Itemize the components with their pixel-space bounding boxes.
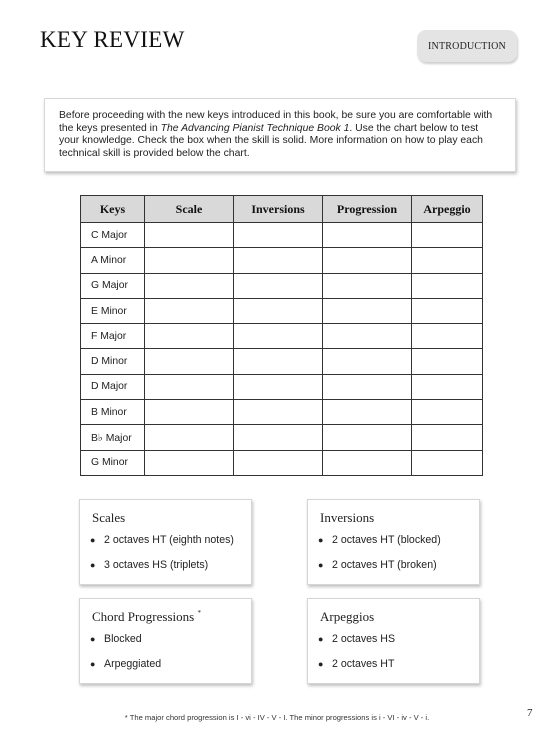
list-item-label: 3 octaves HS (triplets)	[104, 559, 209, 571]
scales-title: Scales	[92, 510, 126, 525]
progressions-title-heading	[92, 609, 201, 625]
bullet-icon: ●	[90, 535, 96, 545]
list-item-label: 2 octaves HT (eighth notes)	[104, 534, 234, 546]
scale-checkbox[interactable]	[145, 425, 234, 450]
arpeggio-checkbox[interactable]	[412, 425, 483, 450]
table-row	[81, 400, 483, 425]
list-item	[318, 559, 441, 584]
list-item-label: 2 octaves HT	[332, 658, 395, 670]
inversions-checkbox[interactable]	[234, 349, 323, 374]
intro-box	[44, 98, 516, 172]
scales-list	[90, 534, 234, 584]
arpeggio-checkbox[interactable]	[412, 248, 483, 273]
scale-checkbox[interactable]	[145, 349, 234, 374]
table-row	[81, 248, 483, 273]
arpeggios-title: Arpeggios	[320, 609, 375, 624]
intro-text-before: Before proceeding with the new keys introduced in this book, be sure you are comfortable with the keys presented in	[59, 110, 493, 134]
table-row	[81, 374, 483, 399]
key-name: G Major	[81, 273, 145, 298]
bullet-icon: ●	[90, 659, 96, 669]
key-name: D Minor	[81, 349, 145, 374]
inversions-checkbox[interactable]	[234, 223, 323, 248]
table-row	[81, 425, 483, 450]
key-name: B♭ Major	[81, 425, 145, 450]
inversions-checkbox[interactable]	[234, 248, 323, 273]
progressions-title: Chord Progressions	[92, 609, 195, 624]
section-tag: INTRODUCTION	[417, 30, 517, 62]
progressions-box	[79, 598, 252, 684]
progression-checkbox[interactable]	[323, 450, 412, 475]
table-header-row	[81, 196, 483, 223]
scale-checkbox[interactable]	[145, 400, 234, 425]
inversions-checkbox[interactable]	[234, 374, 323, 399]
progressions-list	[90, 633, 161, 683]
key-name: B Minor	[81, 400, 145, 425]
intro-book-title: The Advancing Pianist Technique Book 1	[160, 122, 350, 134]
bullet-icon: ●	[318, 560, 324, 570]
arpeggio-checkbox[interactable]	[412, 298, 483, 323]
progression-checkbox[interactable]	[323, 248, 412, 273]
list-item-label: Blocked	[104, 633, 142, 645]
progression-checkbox[interactable]	[323, 374, 412, 399]
header-inversions: Inversions	[234, 196, 323, 223]
list-item	[318, 658, 395, 683]
list-item-label: 2 octaves HT (broken)	[332, 559, 437, 571]
progression-checkbox[interactable]	[323, 349, 412, 374]
key-name: D Major	[81, 374, 145, 399]
list-item	[318, 633, 395, 658]
table-row	[81, 223, 483, 248]
intro-text-after: . Use the chart below to test your knowledge. Check the box when the skill is solid. More information on how to play each technical skill is provided below the chart.	[59, 122, 483, 159]
inversions-checkbox[interactable]	[234, 298, 323, 323]
key-name: A Minor	[81, 248, 145, 273]
list-item-label: Arpeggiated	[104, 658, 162, 670]
key-name: G Minor	[81, 450, 145, 475]
scale-checkbox[interactable]	[145, 223, 234, 248]
progression-checkbox[interactable]	[323, 223, 412, 248]
progression-checkbox[interactable]	[323, 425, 412, 450]
table-row	[81, 324, 483, 349]
list-item-label: 2 octaves HS	[332, 633, 396, 645]
arpeggio-checkbox[interactable]	[412, 223, 483, 248]
arpeggio-checkbox[interactable]	[412, 450, 483, 475]
arpeggio-checkbox[interactable]	[412, 400, 483, 425]
inversions-box	[307, 499, 480, 585]
bullet-icon: ●	[318, 634, 324, 644]
bullet-icon: ●	[318, 535, 324, 545]
table-row	[81, 450, 483, 475]
inversions-checkbox[interactable]	[234, 324, 323, 349]
scales-box	[79, 499, 252, 585]
list-item	[318, 534, 441, 559]
arpeggio-checkbox[interactable]	[412, 273, 483, 298]
page-title: KEY REVIEW	[40, 27, 185, 52]
header-progression: Progression	[323, 196, 412, 223]
footnote-marker: *	[197, 609, 201, 617]
bullet-icon: ●	[90, 634, 96, 644]
arpeggio-checkbox[interactable]	[412, 324, 483, 349]
progression-checkbox[interactable]	[323, 400, 412, 425]
key-name: E Minor	[81, 298, 145, 323]
arpeggio-checkbox[interactable]	[412, 374, 483, 399]
inversions-checkbox[interactable]	[234, 450, 323, 475]
list-item-label: 2 octaves HT (blocked)	[332, 534, 441, 546]
scale-checkbox[interactable]	[145, 324, 234, 349]
key-name: F Major	[81, 324, 145, 349]
inversions-checkbox[interactable]	[234, 425, 323, 450]
progression-checkbox[interactable]	[323, 273, 412, 298]
inversions-list	[318, 534, 441, 584]
progression-checkbox[interactable]	[323, 298, 412, 323]
scale-checkbox[interactable]	[145, 450, 234, 475]
scale-checkbox[interactable]	[145, 273, 234, 298]
arpeggio-checkbox[interactable]	[412, 349, 483, 374]
arpeggios-box	[307, 598, 480, 684]
key-review-table	[80, 195, 483, 476]
footnote: * The major chord progression is I - vi - IV - V - I. The minor progressions is i - VI - iv - V - i.	[124, 713, 430, 722]
table-row	[81, 349, 483, 374]
bullet-icon: ●	[318, 659, 324, 669]
scale-checkbox[interactable]	[145, 374, 234, 399]
list-item	[90, 559, 234, 584]
header-arpeggio: Arpeggio	[412, 196, 483, 223]
inversions-checkbox[interactable]	[234, 400, 323, 425]
scale-checkbox[interactable]	[145, 298, 234, 323]
arpeggios-list	[318, 633, 395, 683]
list-item	[90, 658, 161, 683]
inversions-checkbox[interactable]	[234, 273, 323, 298]
key-name: C Major	[81, 223, 145, 248]
progression-checkbox[interactable]	[323, 324, 412, 349]
page-number: 7	[527, 707, 533, 719]
inversions-title: Inversions	[320, 510, 375, 525]
header-keys: Keys	[81, 196, 145, 223]
table-row	[81, 298, 483, 323]
table-row	[81, 273, 483, 298]
list-item	[90, 633, 161, 658]
scale-checkbox[interactable]	[145, 248, 234, 273]
list-item	[90, 534, 234, 559]
header-scale: Scale	[145, 196, 234, 223]
bullet-icon: ●	[90, 560, 96, 570]
